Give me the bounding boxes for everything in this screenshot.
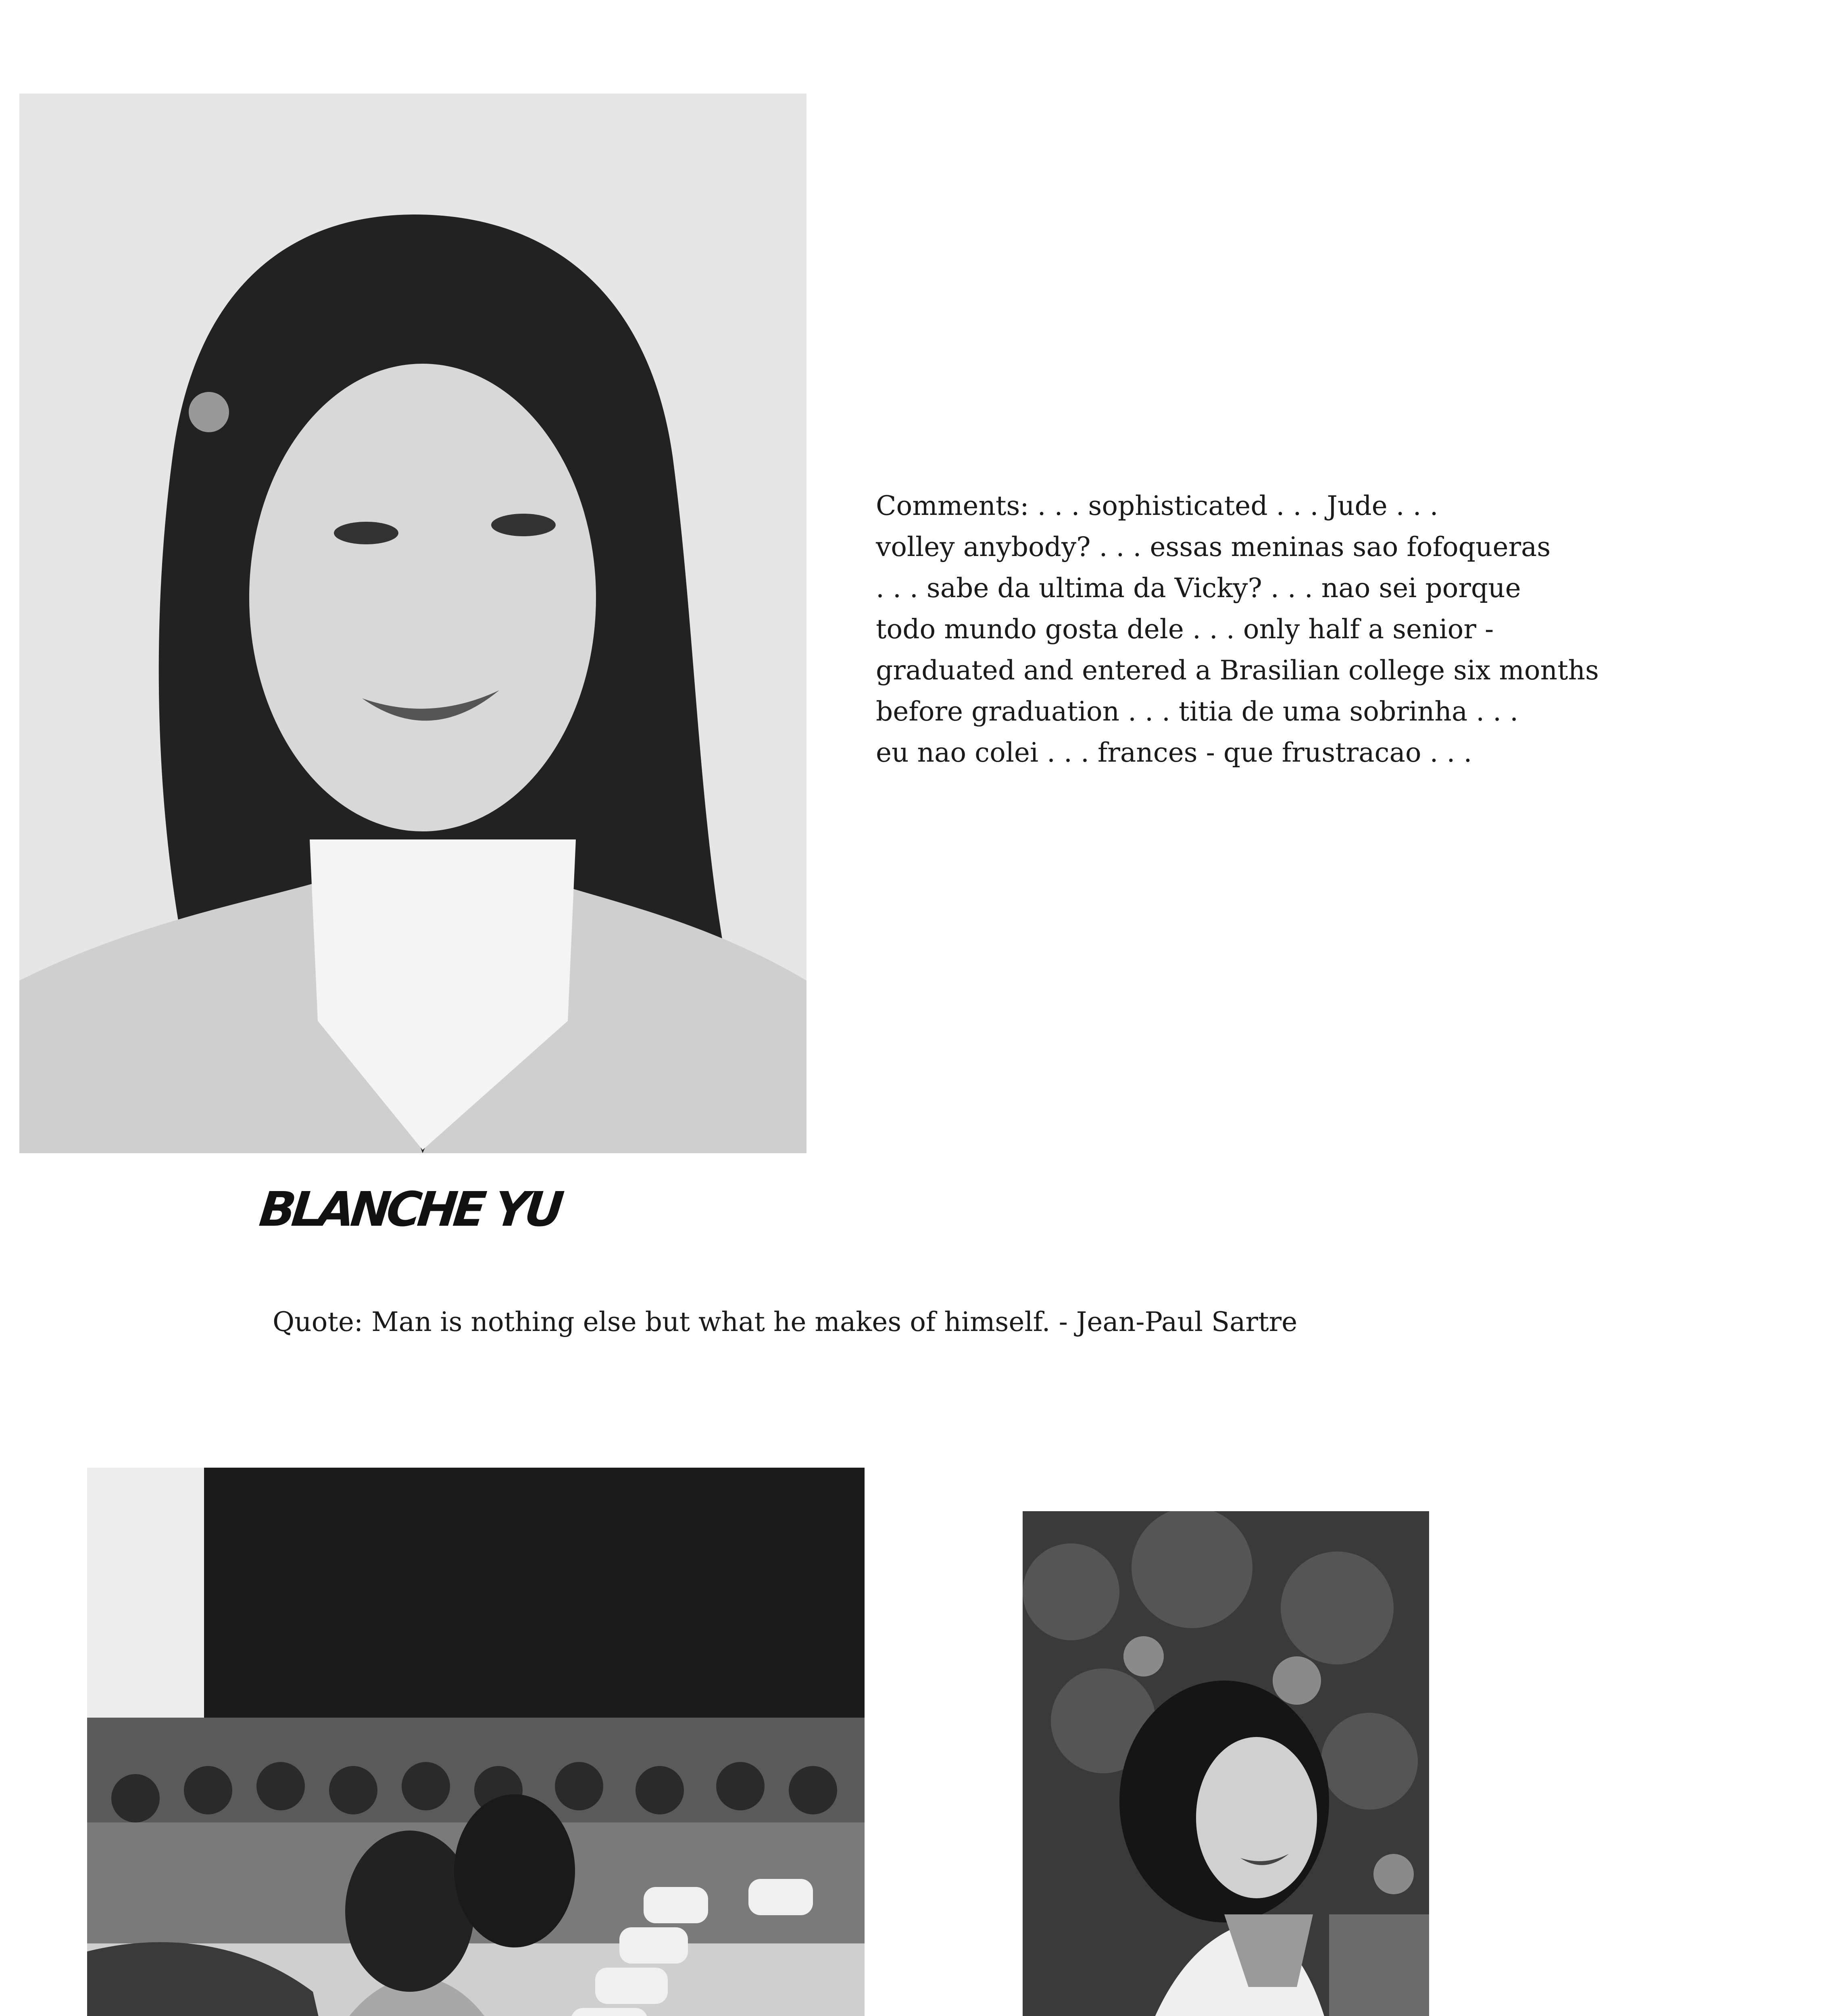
assembly-photo — [87, 1468, 865, 2016]
student-name: BLANCHE YU — [256, 1181, 563, 1237]
comments-line: . . . sabe da ultima da Vicky? . . . nao sei porque — [876, 573, 1521, 604]
comments-line: graduated and entered a Brasilian college six months — [876, 655, 1599, 686]
assembly-image — [87, 1468, 865, 2016]
portrait-image — [19, 94, 806, 1153]
comments-line: Comments: . . . sophisticated . . . Jude . . . — [876, 490, 1438, 521]
comments-line: before graduation . . . titia de uma sobrinha . . . — [876, 696, 1519, 727]
comments-line: eu nao colei . . . frances - que frustracao . . . — [876, 737, 1472, 768]
student-quote: Quote: Man is nothing else but what he makes of himself. - Jean-Paul Sartre — [273, 1306, 1298, 1337]
comments-line: volley anybody? . . . essas meninas sao fofoqueras — [876, 531, 1551, 562]
candid-photo — [1023, 1511, 1429, 2016]
candid-image — [1023, 1511, 1429, 2016]
comments-block — [876, 485, 1698, 773]
senior-portrait-photo — [19, 94, 806, 1153]
comments-line: todo mundo gosta dele . . . only half a senior - — [876, 614, 1494, 645]
